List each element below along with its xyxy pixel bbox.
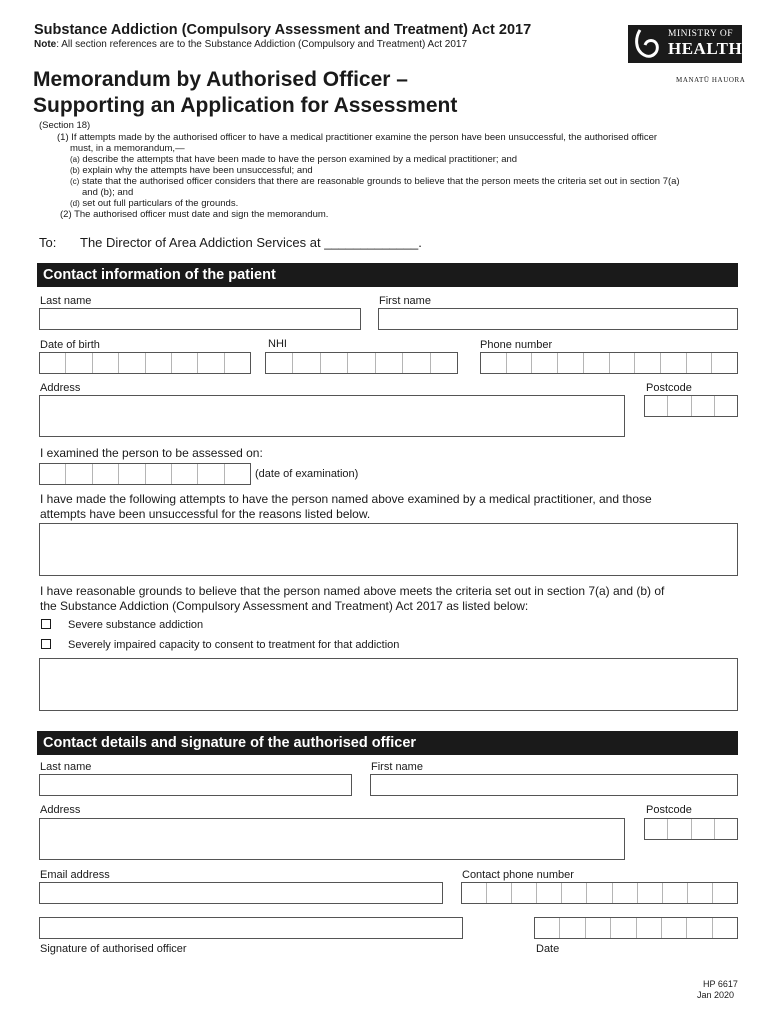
grounds-details-input[interactable]: [39, 658, 738, 711]
patient-first-name-input[interactable]: [378, 308, 738, 330]
examination-date-note: (date of examination): [255, 468, 359, 480]
section-para2: (2) The authorised officer must date and sign the memorandum.: [60, 209, 329, 220]
officer-first-name-input[interactable]: [370, 774, 738, 796]
patient-first-name-label: First name: [379, 295, 431, 307]
patient-postcode-label: Postcode: [646, 382, 692, 394]
officer-address-label: Address: [40, 804, 81, 816]
note-text: : All section references are to the Substance Addiction (Compulsory and Treatment) Act 2017: [56, 39, 468, 50]
attempts-text-line2: attempts have been unsuccessful for the reasons listed below.: [40, 507, 371, 521]
logo-line2: HEALTH: [668, 39, 743, 58]
logo-mark: [628, 25, 742, 63]
officer-section-heading: Contact details and signature of the authorised officer: [37, 731, 738, 755]
patient-phone-input[interactable]: [480, 352, 738, 374]
section-item: (c) state that the authorised officer considers that there are reasonable grounds to believe that the person meets the criteria set out in section 7(a): [70, 176, 680, 187]
logo-line1: MINISTRY OF: [668, 29, 734, 39]
patient-dob-label: Date of birth: [40, 339, 100, 351]
note-line: [34, 39, 467, 50]
officer-last-name-input[interactable]: [39, 774, 352, 796]
officer-address-input[interactable]: [39, 818, 625, 860]
ministry-of-health-logo: [628, 25, 746, 87]
officer-signature-date-input[interactable]: [534, 917, 738, 939]
severe-addiction-checkbox[interactable]: [41, 619, 51, 629]
section-item: (d) set out full particulars of the grounds.: [70, 198, 239, 209]
patient-nhi-label: NHI: [268, 338, 287, 350]
officer-phone-input[interactable]: [461, 882, 738, 904]
patient-last-name-input[interactable]: [39, 308, 361, 330]
section-item: and (b); and: [82, 187, 134, 198]
attempts-text-line1: I have made the following attempts to have the person named above examined by a medical practitioner, and those: [40, 492, 652, 506]
officer-phone-label: Contact phone number: [462, 869, 574, 881]
to-text: The Director of Area Addiction Services at _____________.: [80, 235, 422, 250]
logo-line3: MANATŪ HAUORA: [676, 76, 746, 84]
patient-address-input[interactable]: [39, 395, 625, 437]
officer-first-name-label: First name: [371, 761, 423, 773]
attempts-details-input[interactable]: [39, 523, 738, 576]
severe-addiction-label: Severe substance addiction: [68, 619, 204, 631]
patient-nhi-input[interactable]: [265, 352, 458, 374]
section-item: (a) describe the attempts that have been made to have the person examined by a medical practitioner; and: [70, 154, 518, 165]
impaired-capacity-label: Severely impaired capacity to consent to treatment for that addiction: [68, 639, 400, 651]
examined-on-label: I examined the person to be assessed on:: [40, 446, 263, 460]
examination-date-input[interactable]: [39, 463, 251, 485]
section-para1-line1: (1) If attempts made by the authorised officer to have a medical practitioner examine the person have been unsuccessful, the authorised officer: [57, 132, 658, 143]
act-title: Substance Addiction (Compulsory Assessment and Treatment) Act 2017: [34, 22, 532, 38]
patient-dob-input[interactable]: [39, 352, 251, 374]
officer-signature-label: Signature of authorised officer: [40, 943, 187, 955]
officer-email-label: Email address: [40, 869, 110, 881]
logo-koru-icon: [632, 28, 662, 60]
officer-email-input[interactable]: [39, 882, 443, 904]
officer-postcode-label: Postcode: [646, 804, 692, 816]
to-label: To:: [39, 235, 57, 250]
patient-last-name-label: Last name: [40, 295, 92, 307]
patient-phone-label: Phone number: [480, 339, 553, 351]
section-item: (b) explain why the attempts have been unsuccessful; and: [70, 165, 313, 176]
officer-postcode-input[interactable]: [644, 818, 738, 840]
grounds-text-line2: the Substance Addiction (Compulsory Assessment and Treatment) Act 2017 as listed below:: [40, 599, 529, 613]
form-date: Jan 2020: [697, 990, 735, 1000]
section-para1-line2: must, in a memorandum,—: [70, 143, 185, 154]
note-label: Note: [34, 39, 57, 50]
form-title-line2: Supporting an Application for Assessment: [33, 94, 458, 117]
impaired-capacity-checkbox[interactable]: [41, 639, 51, 649]
officer-date-label: Date: [536, 943, 560, 955]
form-title-line1: Memorandum by Authorised Officer –: [33, 68, 408, 91]
patient-postcode-input[interactable]: [644, 395, 738, 417]
form-code: HP 6617: [703, 979, 738, 989]
section-ref: (Section 18): [39, 120, 91, 131]
officer-last-name-label: Last name: [40, 761, 92, 773]
grounds-text-line1: I have reasonable grounds to believe that the person named above meets the criteria set out in section 7(a) and (b) of: [40, 584, 665, 598]
officer-signature-input[interactable]: [39, 917, 463, 939]
patient-section-heading: Contact information of the patient: [37, 263, 738, 287]
patient-address-label: Address: [40, 382, 81, 394]
